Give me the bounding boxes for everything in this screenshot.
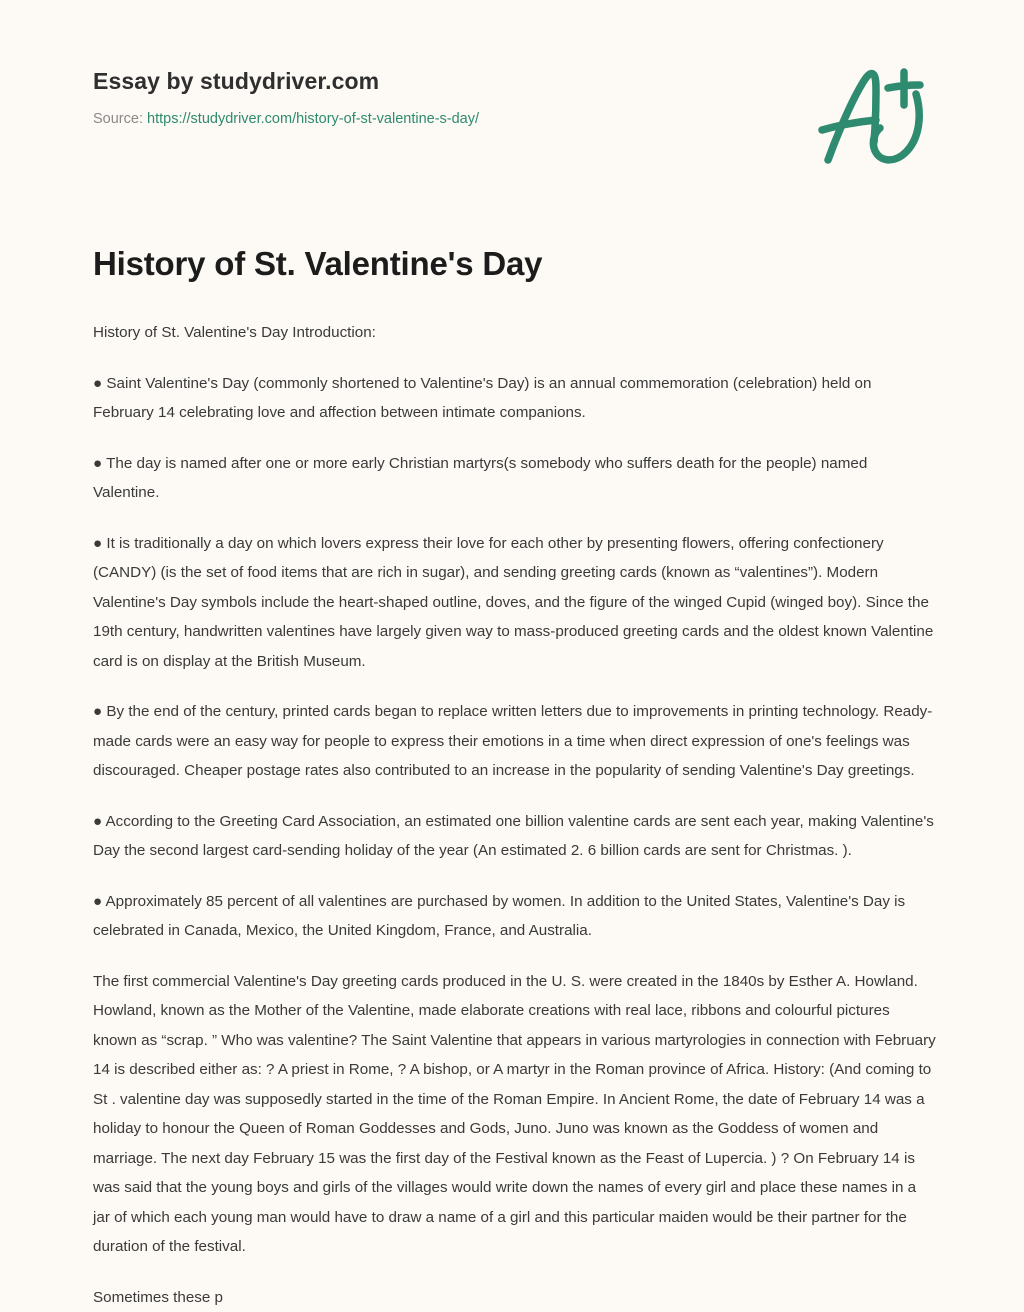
a-plus-logo xyxy=(812,58,934,174)
paragraph: Sometimes these p xyxy=(93,1283,936,1312)
source-url-link[interactable]: https://studydriver.com/history-of-st-valentine-s-day/ xyxy=(147,111,479,127)
source-line xyxy=(93,110,733,129)
paragraph: ● Approximately 85 percent of all valentines are purchased by women. In addition to the United States, Valentine's Day is celebrated in Canada, Mexico, the United Kingdom, France, and Australia. xyxy=(93,887,936,946)
source-label: Source: xyxy=(93,111,143,127)
paragraph: History of St. Valentine's Day Introduction: xyxy=(93,318,936,348)
brand-block xyxy=(93,68,733,128)
paragraph: ● According to the Greeting Card Association, an estimated one billion valentine cards are sent each year, making Valentine's Day the second largest card-sending holiday of the year (An estimated 2. 6 billion cards are sent for Christmas. ). xyxy=(93,807,936,866)
paragraph: The first commercial Valentine's Day greeting cards produced in the U. S. were created in the 1840s by Esther A. Howland. Howland, known as the Mother of the Valentine, made elaborate creations with real lace, ribbons and colourful pictures known as “scrap. ” Who was valentine? The Saint Valentine that appears in various martyrologies in connection with February 14 is described either as: ? A priest in Rome, ? A bishop, or A martyr in the Roman province of Africa. History: (And coming to St . valentine day was supposedly started in the time of the Roman Empire. In Ancient Rome, the date of February 14 was a holiday to honour the Queen of Roman Goddesses and Gods, Juno. Juno was known as the Goddess of women and marriage. The next day February 15 was the first day of the Festival known as the Feast of Lupercia. ) ? On February 14 is was said that the young boys and girls of the villages would write down the names of every girl and place these names in a jar of which each young man would have to draw a name of a girl and this particular maiden would be their partner for the duration of the festival. xyxy=(93,967,936,1262)
paragraph: ● By the end of the century, printed cards began to replace written letters due to improvements in printing technology. Ready-made cards were an easy way for people to express their emotions in a time when direct expression of one's feelings was discouraged. Cheaper postage rates also contributed to an increase in the popularity of sending Valentine's Day greetings. xyxy=(93,697,936,786)
paragraph: ● Saint Valentine's Day (commonly shortened to Valentine's Day) is an annual commemoration (celebration) held on February 14 celebrating love and affection between intimate companions. xyxy=(93,369,936,428)
article-body xyxy=(93,318,936,1312)
page-title: History of St. Valentine's Day xyxy=(93,243,943,284)
page-header xyxy=(0,0,1024,200)
brand-title: Essay by studydriver.com xyxy=(93,68,733,96)
paragraph: ● It is traditionally a day on which lovers express their love for each other by presenting flowers, offering confectionery (CANDY) (is the set of food items that are rich in sugar), and sending greeting cards (known as “valentines”). Modern Valentine's Day symbols include the heart-shaped outline, doves, and the figure of the winged Cupid (winged boy). Since the 19th century, handwritten valentines have largely given way to mass-produced greeting cards and the oldest known Valentine card is on display at the British Museum. xyxy=(93,529,936,677)
paragraph: ● The day is named after one or more early Christian martyrs(s somebody who suffers death for the people) named Valentine. xyxy=(93,449,936,508)
